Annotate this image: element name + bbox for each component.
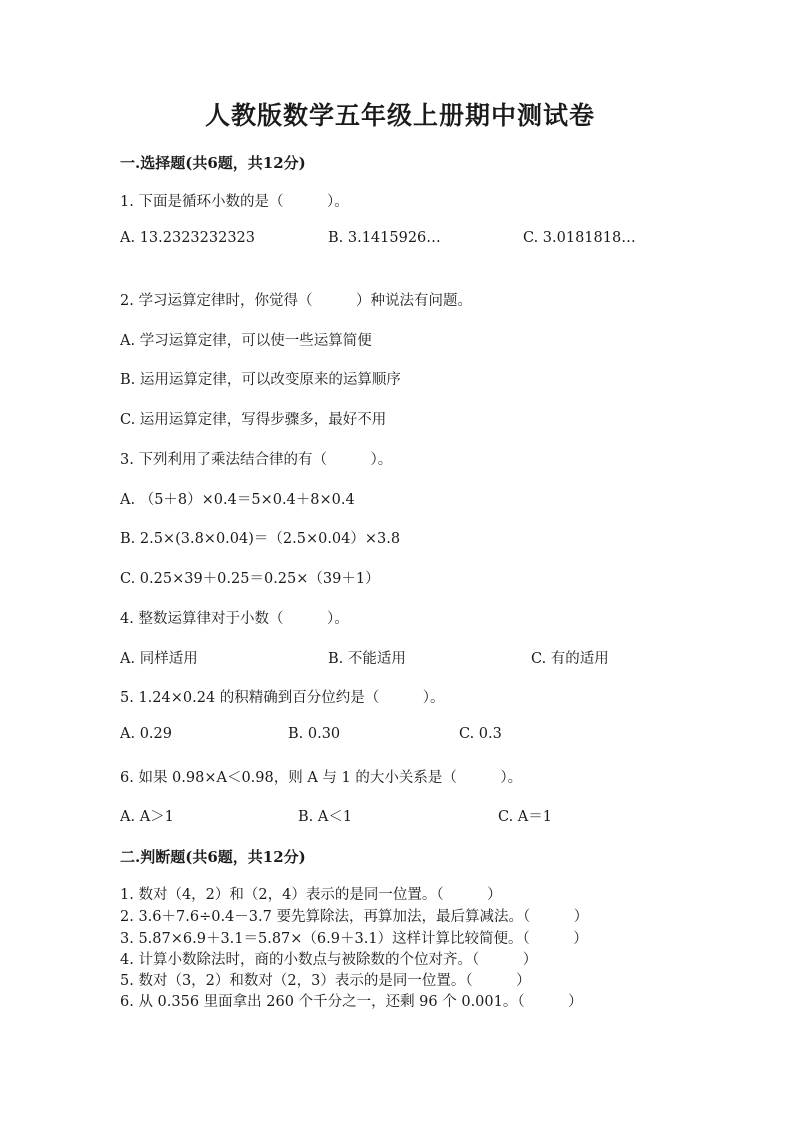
question-2-option-c: C. 运用运算定律，写得步骤多，最好不用 [120, 412, 387, 428]
question-6-option-c: C. A＝1 [498, 809, 552, 825]
question-2-option-a: A. 学习运算定律，可以使一些运算简便 [120, 333, 372, 349]
question-4-option-a: A. 同样适用 [120, 651, 198, 667]
question-4-stem: 4. 整数运算律对于小数（ ）。 [120, 611, 349, 627]
question-4-option-c: C. 有的适用 [531, 651, 609, 667]
question-3-option-a: A. （5＋8）×0.4＝5×0.4＋8×0.4 [120, 492, 355, 508]
question-5-stem: 5. 1.24×0.24 的积精确到百分位约是（ ）。 [120, 690, 445, 706]
judge-item-1: 1. 数对（4，2）和（2，4）表示的是同一位置。（ ） [120, 887, 502, 903]
question-5-option-b: B. 0.30 [288, 726, 341, 742]
page-title: 人教版数学五年级上册期中测试卷 [204, 101, 595, 130]
question-6-stem: 6. 如果 0.98×A＜0.98，则 A 与 1 的大小关系是（ ）。 [120, 770, 523, 786]
question-2-stem: 2. 学习运算定律时，你觉得（ ）种说法有问题。 [120, 293, 472, 309]
judge-item-6: 6. 从 0.356 里面拿出 260 个千分之一，还剩 96 个 0.001。（ ） [120, 994, 583, 1010]
judge-item-3: 3. 5.87×6.9＋3.1＝5.87×（6.9＋3.1）这样计算比较简便。（ ） [120, 931, 588, 947]
question-6-option-b: B. A＜1 [298, 809, 353, 825]
question-6-option-a: A. A＞1 [120, 809, 174, 825]
question-2-option-b: B. 运用运算定律，可以改变原来的运算顺序 [120, 372, 401, 388]
question-1-option-c: C. 3.0181818… [523, 230, 636, 246]
question-5-option-c: C. 0.3 [459, 726, 502, 742]
question-3-stem: 3. 下列利用了乘法结合律的有（ ）。 [120, 452, 393, 468]
judge-item-4: 4. 计算小数除法时，商的小数点与被除数的个位对齐。（ ） [120, 952, 538, 968]
question-1-option-a: A. 13.2323232323 [120, 230, 256, 246]
section-choice-heading: 一.选择题(共6题，共12分) [120, 154, 306, 172]
question-5-option-a: A. 0.29 [120, 726, 172, 742]
judge-item-5: 5. 数对（3，2）和数对（2，3）表示的是同一位置。（ ） [120, 973, 531, 989]
question-4-option-b: B. 不能适用 [328, 651, 406, 667]
judge-item-2: 2. 3.6＋7.6÷0.4－3.7 要先算除法，再算加法，最后算减法。（ ） [120, 909, 589, 925]
question-3-option-c: C. 0.25×39＋0.25＝0.25×（39＋1） [120, 571, 380, 587]
question-1-option-b: B. 3.1415926… [328, 230, 441, 246]
section-judge-heading: 二.判断题(共6题，共12分) [120, 848, 306, 866]
question-3-option-b: B. 2.5×(3.8×0.04)＝（2.5×0.04）×3.8 [120, 531, 401, 547]
question-1-stem: 1. 下面是循环小数的是（ ）。 [120, 194, 349, 210]
